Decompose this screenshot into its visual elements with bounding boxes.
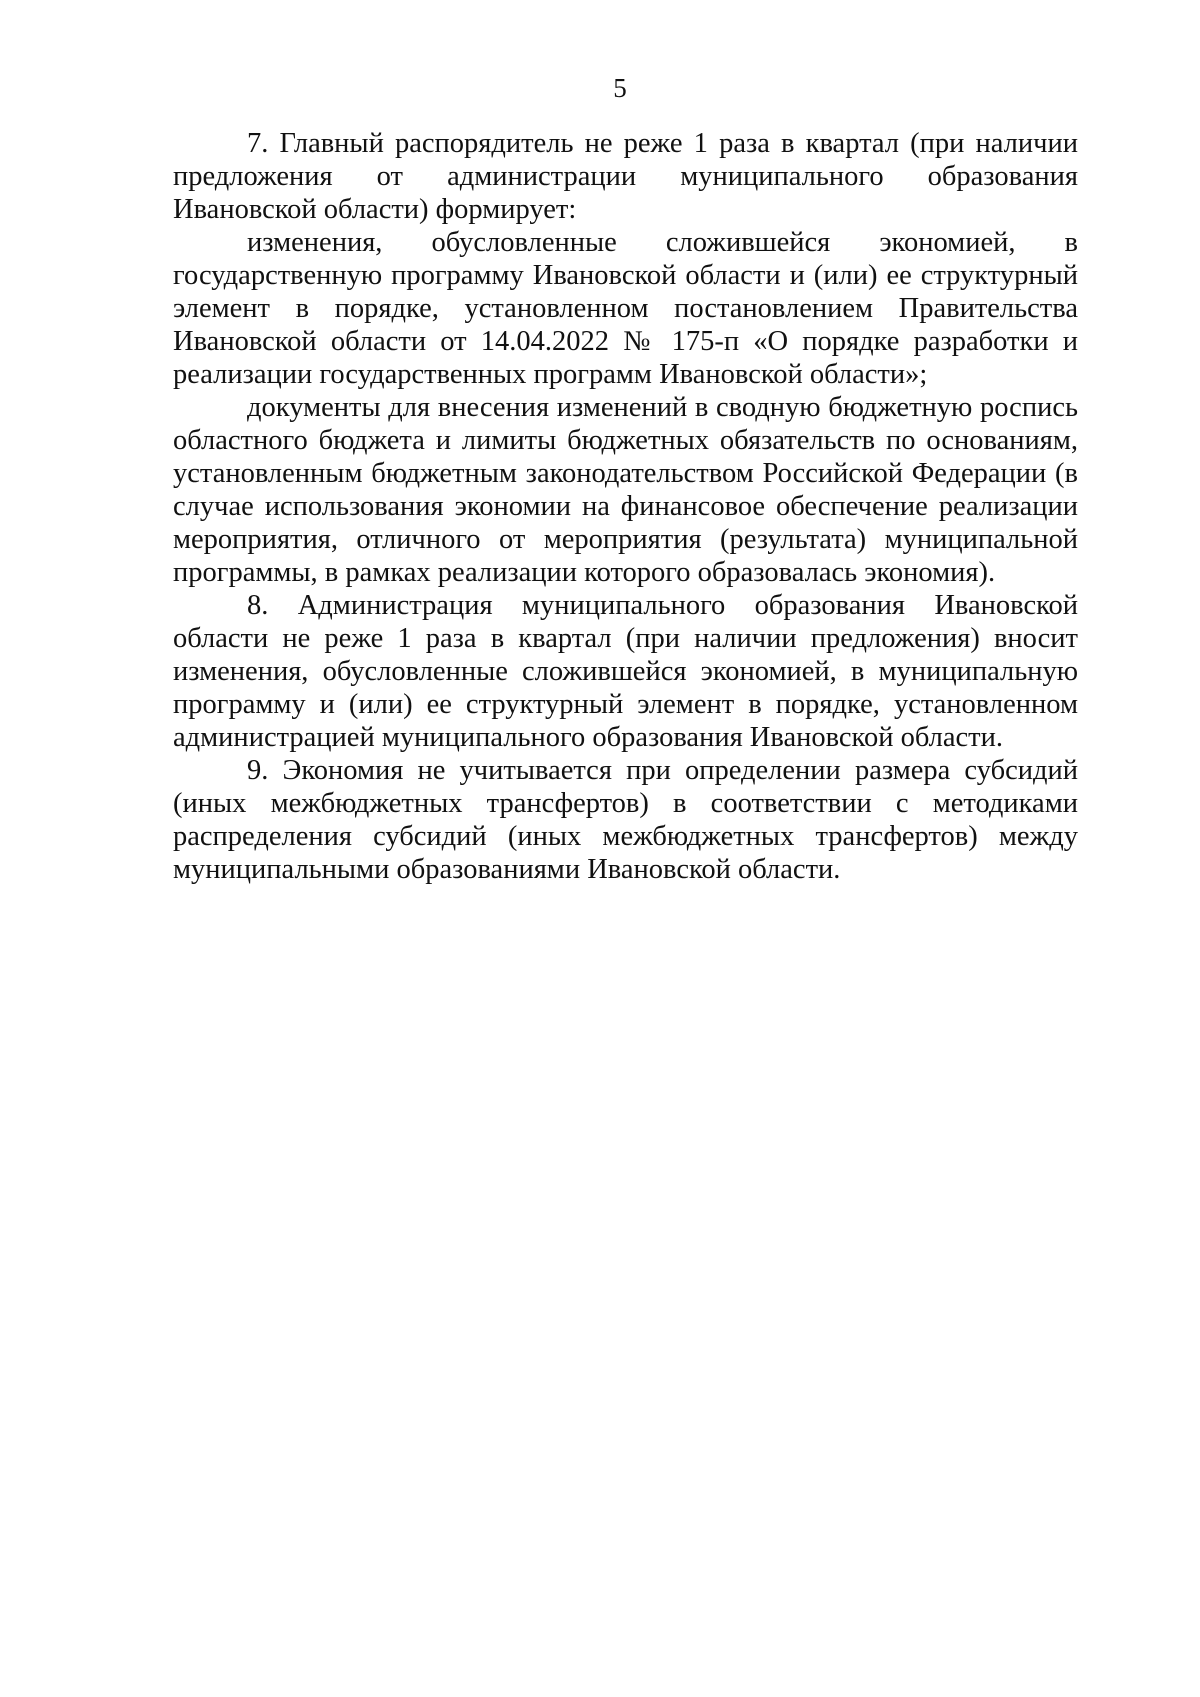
paragraph-7: 7. Главный распорядитель не реже 1 раза в квартал (при наличии предложения от администрации муниципального образования Ивановской области) формирует: [173,128,1078,225]
paragraph-8: 8. Администрация муниципального образования Ивановской области не реже 1 раза в квартал (при наличии предложения) вносит изменения, обусловленные сложившейся экономией, в муниципальную программу и (или) ее структурный элемент в порядке, установленном администрацией муниципального образования Ивановской области. [173,590,1078,753]
document-body [173,127,1078,886]
page-number: 5 [613,73,627,103]
paragraph-7-item-budget-documents: документы для внесения изменений в сводную бюджетную роспись областного бюджета и лимиты бюджетных обязательств по основаниям, установленным бюджетным законодательством Российской Федерации (в случае использования экономии на финансовое обеспечение реализации мероприятия, отличного от мероприятия (результата) муниципальной программы, в рамках реализации которого образовалась экономия). [173,392,1078,588]
paragraph-9: 9. Экономия не учитывается при определении размера субсидий (иных межбюджетных трансфертов) в соответствии с методиками распределения субсидий (иных межбюджетных трансфертов) между муниципальными образованиями Ивановской области. [173,755,1078,885]
paragraph-7-item-program-changes: изменения, обусловленные сложившейся экономией, в государственную программу Ивановской области и (или) ее структурный элемент в порядке, установленном постановлением Правительства Ивановской области от 14.04.2022 № 175-п «О порядке разработки и реализации государственных программ Ивановской области»; [173,227,1078,390]
